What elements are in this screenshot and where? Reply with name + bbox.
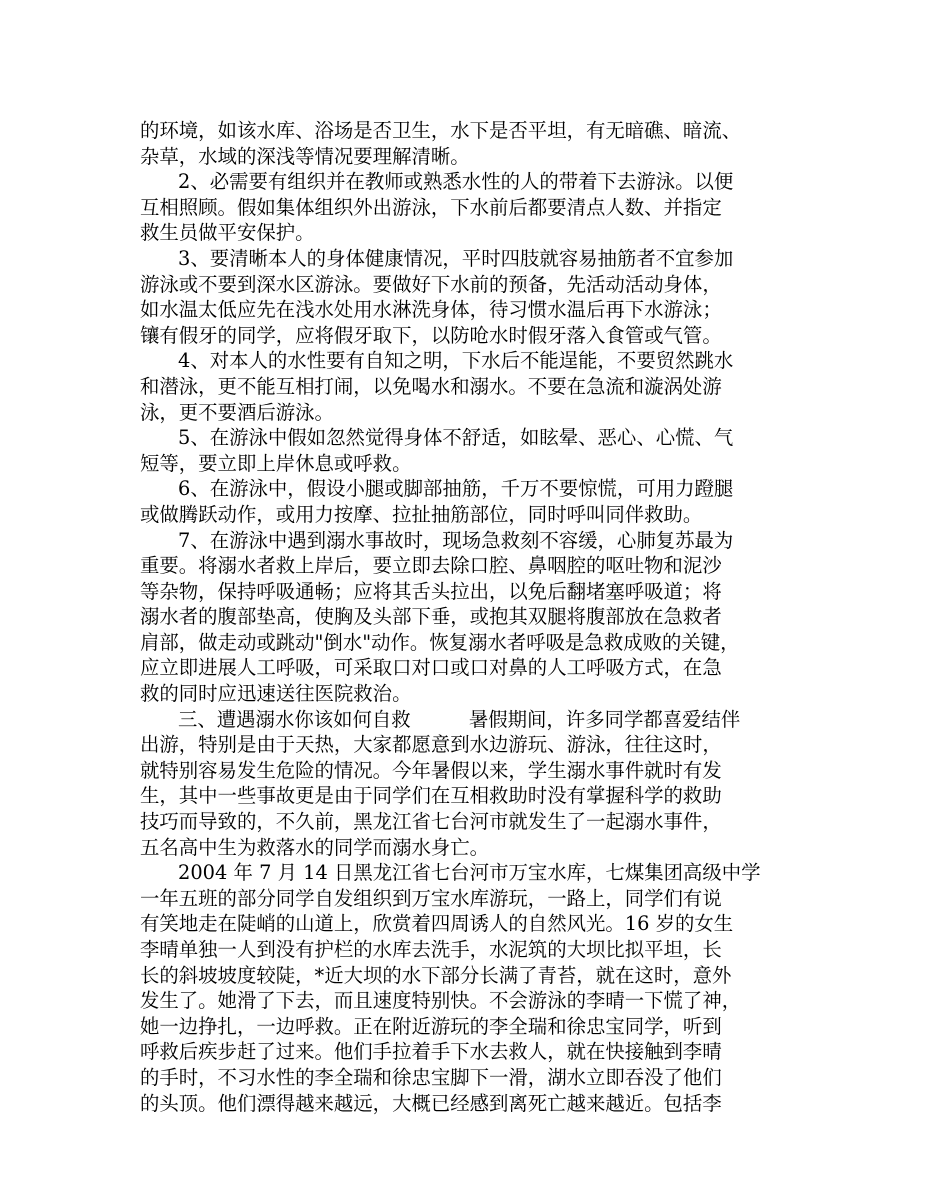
- paragraph: [140, 860, 820, 1116]
- text-line: 长的斜坡坡度较陡，*近大坝的水下部分长满了青苔，就在这时，意外: [140, 963, 732, 987]
- paragraph: [140, 528, 820, 707]
- text-line: 的手时，不习水性的李全瑞和徐忠宝脚下一滑，湖水立即吞没了他们: [140, 1065, 722, 1089]
- text-line: 3、要清晰本人的身体健康情况，平时四肢就容易抽筋者不宜参加: [178, 246, 734, 270]
- paragraph: [140, 169, 820, 246]
- text-line: 杂草，水域的深浅等情况要理解清晰。: [140, 144, 470, 168]
- text-line: 游泳或不要到深水区游泳。要做好下水前的预备，先活动活动身体，: [140, 272, 722, 296]
- text-line: 的头顶。他们漂得越来越远，大概已经感到离死亡越来越近。包括李: [140, 1091, 722, 1115]
- text-line: 救的同时应迅速送往医院救治。: [140, 682, 412, 706]
- text-line: 7、在游泳中遇到溺水事故时，现场急救刻不容缓，心肺复苏最为: [178, 528, 734, 552]
- text-line: 的环境，如该水库、浴场是否卫生，水下是否平坦，有无暗礁、暗流、: [140, 119, 742, 142]
- text-line: 互相照顾。假如集体组织外出游泳，下水前后都要清点人数、并指定: [140, 195, 722, 219]
- text-line: 应立即进展人工呼吸，可采取口对口或口对鼻的人工呼吸方式，在急: [140, 656, 722, 680]
- text-line: 如水温太低应先在浅水处用水淋洗身体，待习惯水温后再下水游泳；: [140, 298, 722, 322]
- text-line: 她一边挣扎，一边呼救。正在附近游玩的李全瑞和徐忠宝同学，听到: [140, 1014, 722, 1038]
- text-line: 五名高中生为救落水的同学而溺水身亡。: [140, 835, 490, 859]
- text-line: 发生了。她滑了下去，而且速度特别快。不会游泳的李晴一下慌了神，: [140, 989, 742, 1013]
- paragraph: [140, 118, 820, 169]
- text-line: 技巧而导致的，不久前，黑龙江省七台河市就发生了一起溺水事件，: [140, 810, 722, 834]
- text-line: 就特别容易发生危险的情况。今年暑假以来，学生溺水事件就时有发: [140, 758, 722, 782]
- text-line: 2004 年 7 月 14 日黑龙江省七台河市万宝水库，七煤集团高级中学: [178, 861, 761, 885]
- text-line: 出游，特别是由于天热，大家都愿意到水边游玩、游泳，往往这时，: [140, 733, 722, 757]
- text-line: 李晴单独一人到没有护栏的水库去洗手，水泥筑的大坝比拟平坦，长: [140, 938, 722, 961]
- text-line: 泳，更不要酒后游泳。: [140, 400, 334, 424]
- text-line: 溺水者的腹部垫高，使胸及头部下垂，或抱其双腿将腹部放在急救者: [140, 605, 722, 629]
- text-line: 4、对本人的水性要有自知之明，下水后不能逞能，不要贸然跳水: [178, 349, 734, 373]
- text-line: 救生员做平安保护。: [140, 221, 315, 245]
- text-line: 一年五班的部分同学自发组织到万宝水库游玩，一路上，同学们有说: [140, 886, 722, 910]
- document-page: [140, 118, 820, 1116]
- text-line: 6、在游泳中，假设小腿或脚部抽筋，千万不要惊慌，可用力蹬腿: [178, 477, 734, 501]
- paragraph: [140, 348, 820, 425]
- paragraph: [140, 246, 820, 348]
- text-line: 和潜泳，更不能互相打闹，以免喝水和溺水。不要在急流和漩涡处游: [140, 374, 722, 398]
- text-line: 重要。将溺水者救上岸后，要立即去除口腔、鼻咽腔的呕吐物和泥沙: [140, 554, 722, 578]
- text-line: 三、遭遇溺水你该如何自救 暑假期间，许多同学都喜爱结伴: [178, 707, 741, 731]
- text-line: 呼救后疾步赶了过来。他们手拉着手下水去救人，就在快接触到李晴: [140, 1040, 722, 1064]
- text-line: 有笑地走在陡峭的山道上，欣赏着四周诱人的自然风光。16 岁的女生: [140, 912, 734, 936]
- text-line: 短等，要立即上岸休息或呼救。: [140, 451, 412, 475]
- text-line: 镶有假牙的同学，应将假牙取下，以防呛水时假牙落入食管或气管。: [140, 323, 722, 347]
- paragraph: [140, 476, 820, 527]
- text-line: 5、在游泳中假如忽然觉得身体不舒适，如眩晕、恶心、心慌、气: [178, 426, 734, 450]
- text-line: 生，其中一些事故更是由于同学们在互相救助时没有掌握科学的救助: [140, 784, 722, 808]
- text-line: 2、必需要有组织并在教师或熟悉水性的人的带着下去游泳。以便: [178, 170, 734, 194]
- text-line: 等杂物，保持呼吸通畅；应将其舌头拉出，以免后翻堵塞呼吸道；将: [140, 579, 722, 603]
- paragraph: [140, 425, 820, 476]
- text-line: 或做腾跃动作，或用力按摩、拉扯抽筋部位，同时呼叫同伴救助。: [140, 502, 703, 526]
- text-line: 肩部，做走动或跳动"倒水"动作。恢复溺水者呼吸是急救成败的关键，: [140, 630, 740, 654]
- paragraph: [140, 707, 820, 861]
